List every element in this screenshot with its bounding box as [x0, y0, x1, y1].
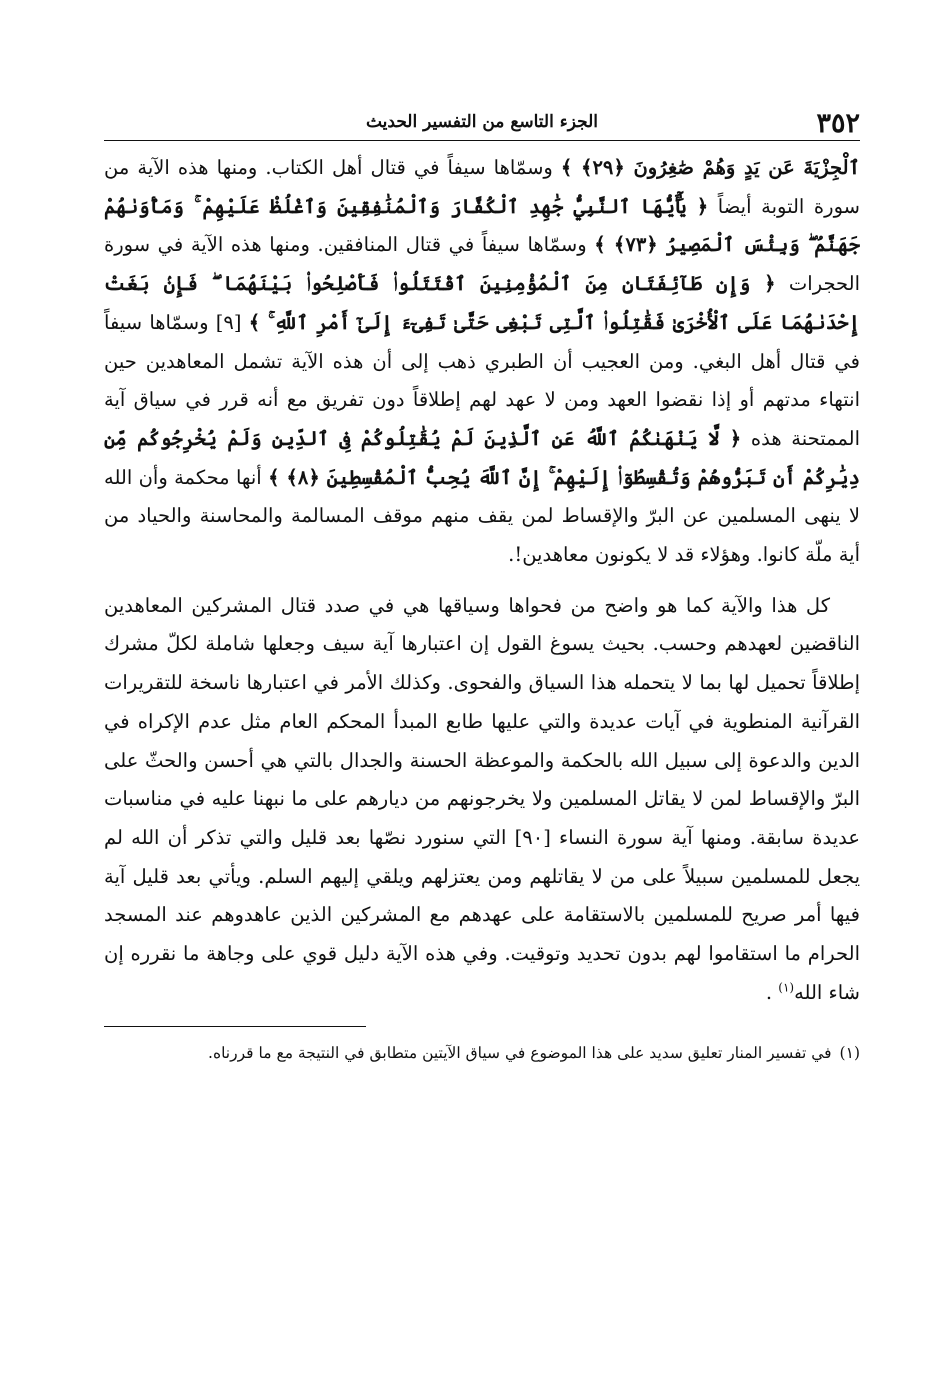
quran-verse: ٱلْجِزْيَةَ عَن يَدٍ وَهُمْ صَٰغِرُونَ ﴿٢٩﴾ ﴾ — [560, 156, 860, 179]
paragraph-2 — [104, 587, 860, 1013]
quran-verse: ﴿ يَٰٓأَيُّهَا ٱلنَّبِيُّ جَٰهِدِ ٱلْكُفَّارَ وَٱلْمُنَٰفِقِينَ وَٱغْلُظْ عَلَيْهِمْ ۚ وَمَأْوَىٰهُمْ جَهَنَّمُ ۖ وَبِئْسَ ٱلْمَصِيرُ ﴿٧٣﴾ ﴾ — [104, 194, 861, 257]
body-text — [104, 149, 860, 1012]
text-run: كل هذا والآية كما هو واضح من فحواها وسياقها هي في صدد قتال المشركين المعاهدين الناقضين لعهدهم وحسب. بحيث يسوغ القول إن اعتبارها آية سيف وجعلها شاملة لكلّ مشرك إطلاقاً تحميل لها بما لا يتحمله هذا السياق والفحوى. وكذلك الأمر في اعتبارها ناسخة للتقريرات القرآنية المنطوية في آيات عديدة والتي عليها طابع المبدأ المحكم العام مثل عدم الإكراه في الدين والدعوة إلى سبيل الله بالحكمة والموعظة الحسنة والجدال بالتي هي أحسن والحثّ على البرّ والإقساط لمن لا يقاتل المسلمين ولا يخرجونهم من ديارهم على ما نبهنا عليه في مناسبات عديدة سابقة. ومنها آية سورة النساء [٩٠] التي سنورد نصّها بعد قليل والتي تذكر أن الله لم يجعل للمسلمين سبيلاً على من لا يقاتلهم ومن يعتزلهم ويلقي إليهم السلم. ويأتي بعد قليل آية فيها أمر صريح للمسلمين بالاستقامة على عهدهم مع المشركين الذين عاهدوهم عند المسجد الحرام ما استقاموا لهم بدون تحديد وتوقيت. وفي هذه الآية دليل قوي على وجاهة ما نقرره إن شاء الله — [104, 593, 860, 1004]
text-run: أنها محكمة وأن الله لا ينهى المسلمين عن البرّ والإقساط لمن يقف منهم موقف المسالمة والمحاسنة والحياد من أية ملّة كانوا. وهؤلاء قد لا يكونون معاهدين!. — [104, 465, 860, 567]
footnote-reference: (١) — [778, 980, 795, 995]
text-run: وسمّاها سيفاً في قتال المنافقين. ومنها هذه الآية في سورة الحجرات — [104, 233, 860, 296]
text-run: وسمّاها سيفاً في قتال أهل الكتاب. ومنها هذه الآية من سورة التوبة أيضاً — [104, 156, 860, 218]
footnote-text: في تفسير المنار تعليق سديد على هذا الموضوع في سياق الآيتين متطابق في النتيجة مع ما قررناه. — [208, 1044, 832, 1063]
text-run: [٩] وسمّاها سيفاً في قتال أهل البغي. ومن العجيب أن الطبري ذهب إلى أن هذه الآية تشمل المعاهدين حين انتهاء مدتهم أو إذا نقضوا العهد ومن لا عهد لهم إطلاقاً دون تفريق مع أنه قرر في سياق آية الممتحنة هذه — [104, 310, 860, 450]
footnote-marker: (١) — [839, 1044, 860, 1063]
footnote — [104, 1041, 860, 1065]
quran-verse: ﴿ لَّا يَنْهَىٰكُمُ ٱللَّهُ عَنِ ٱلَّذِينَ لَمْ يُقَٰتِلُوكُمْ فِى ٱلدِّينِ وَلَمْ يُخْرِجُوكُم مِّن دِيَٰرِكُمْ أَن تَبَرُّوهُمْ وَتُقْسِطُوٓا۟ إِلَيْهِمْ ۚ إِنَّ ٱللَّهَ يُحِبُّ ٱلْمُقْسِطِينَ ﴿٨﴾ ﴾ — [104, 426, 860, 489]
text-run: . — [765, 980, 779, 1004]
footnote-divider — [104, 1026, 366, 1027]
quran-verse: ﴿ وَإِن طَآئِفَتَانِ مِنَ ٱلْمُؤْمِنِينَ ٱقْتَتَلُوا۟ فَأَصْلِحُوا۟ بَيْنَهُمَا ۖ فَإِنۢ بَغَتْ إِحْدَىٰهُمَا عَلَى ٱلْأُخْرَىٰ فَقَٰتِلُوا۟ ٱلَّتِى تَبْغِى حَتَّىٰ تَفِىٓءَ إِلَىٰٓ أَمْرِ ٱللَّهِ ۚ ﴾ — [104, 272, 860, 334]
running-title: الجزء التاسع من التفسير الحديث — [365, 112, 598, 132]
paragraph-1 — [104, 149, 860, 575]
book-page — [104, 100, 860, 1065]
page-header — [104, 100, 860, 141]
page-number: ٣٥٢ — [816, 108, 860, 139]
